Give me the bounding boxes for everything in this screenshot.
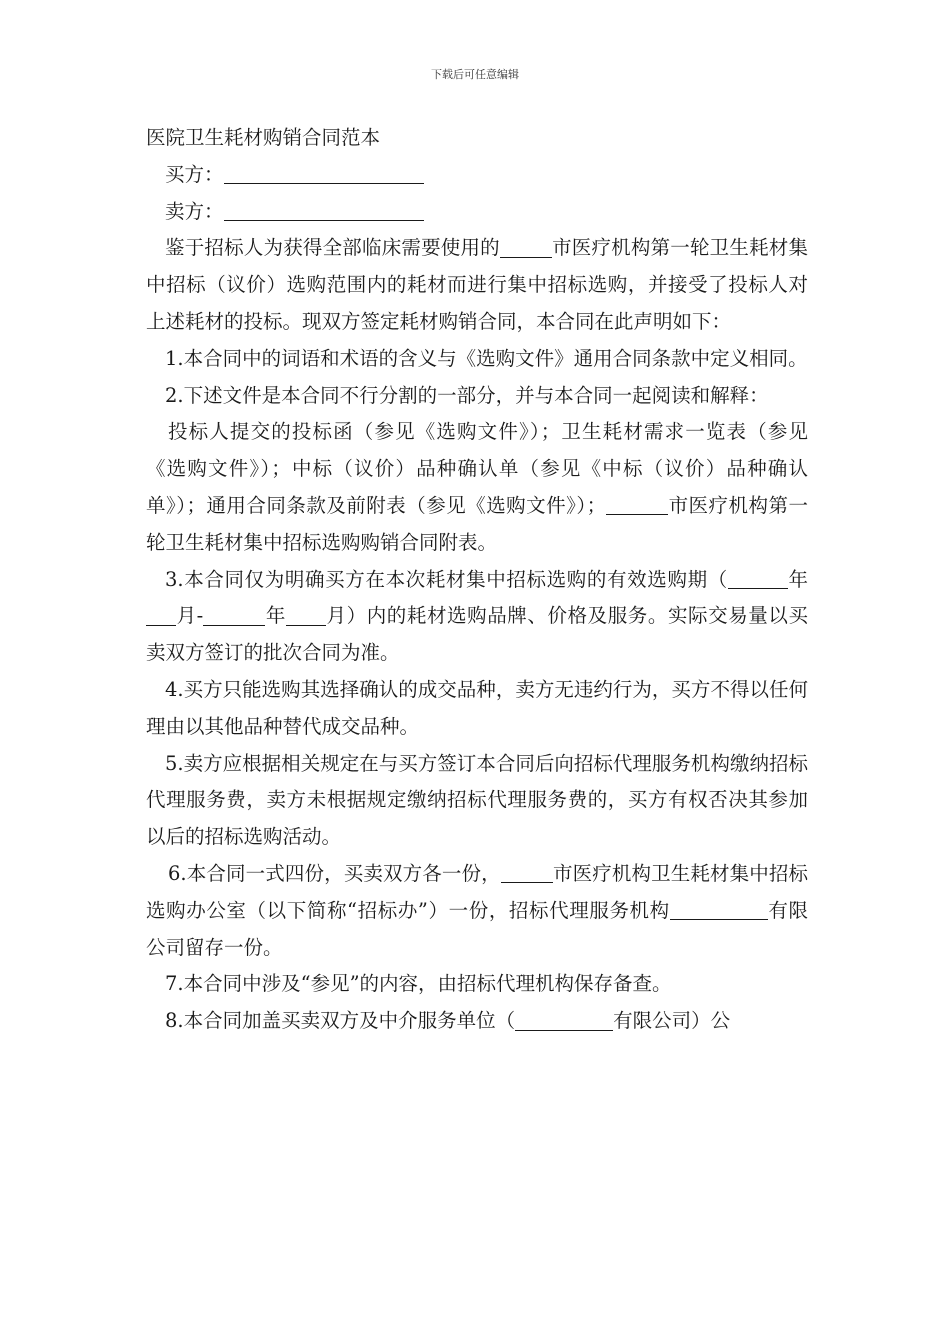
clause-6-text-c: 有限公司留存一份。 [146, 898, 808, 959]
start-month-blank [146, 605, 176, 626]
city-blank [500, 237, 552, 258]
document-list-text-b: 市医疗机构第一轮卫生耗材集中招标选购购销合同附表。 [146, 493, 808, 554]
document-list [146, 414, 808, 561]
clause-8-text-b: 有限公司）公 [613, 1009, 731, 1033]
clause-8-text-a: 8.本合同加盖买卖双方及中介服务单位（ [165, 1009, 516, 1033]
document-list-text-a: 投标人提交的投标函（参见《选购文件》）；卫生耗材需求一览表（参见《选购文件》）；中标（议价）品种确认单（参见《中标（议价）品种确认单》）；通用合同条款及前附表（参见《选购文件》）； [146, 420, 808, 517]
city-blank-2 [606, 495, 668, 516]
intro-paragraph [146, 230, 808, 340]
buyer-line [146, 157, 808, 194]
clause-6 [146, 856, 808, 966]
city-blank-3 [501, 863, 553, 884]
clause-3-text-b: 月）内的耗材选购品牌、价格及服务。实际交易量以买卖双方签订的批次合同为准。 [146, 604, 808, 665]
clause-3 [146, 562, 808, 672]
agency-blank [670, 900, 768, 921]
document-title: 医院卫生耗材购销合同范本 [146, 126, 381, 149]
contract-document [146, 120, 808, 1040]
year-label-2: 年 [265, 604, 286, 628]
seller-blank [224, 201, 424, 222]
buyer-label: 买方： [165, 162, 224, 186]
intro-text-b: 市医疗机构第一轮卫生耗材集中招标（议价）选购范围内的耗材而进行集中招标选购，并接受了投标人对上述耗材的投标。现双方签定耗材购销合同，本合同在此声明如下： [146, 236, 808, 333]
intro-text-a: 鉴于招标人为获得全部临床需要使用的 [165, 236, 500, 260]
clause-2: 2.下述文件是本合同不行分割的一部分，并与本合同一起阅读和解释： [165, 383, 769, 407]
page-header-note: 下载后可任意编辑 [431, 68, 519, 81]
clause-6-text-b: 市医疗机构卫生耗材集中招标选购办公室（以下简称“招标办”）一份，招标代理服务机构 [146, 861, 808, 922]
seller-line [146, 194, 808, 231]
clause-1: 1.本合同中的词语和术语的含义与《选购文件》通用合同条款中定义相同。 [165, 346, 808, 370]
clause-6-text-a: 6.本合同一式四份，买卖双方各一份， [168, 861, 501, 885]
seller-label: 卖方： [165, 199, 224, 223]
end-year-blank [203, 605, 265, 626]
clause-7: 7.本合同中涉及“参见”的内容，由招标代理机构保存备查。 [165, 972, 672, 996]
clause-5: 5.卖方应根据相关规定在与买方签订本合同后向招标代理服务机构缴纳招标代理服务费，卖方未根据规定缴纳招标代理服务费的，买方有权否决其参加以后的招标选购活动。 [146, 751, 808, 849]
buyer-blank [224, 164, 424, 185]
company-blank [515, 1010, 613, 1031]
start-year-blank [728, 569, 788, 590]
end-month-blank [286, 605, 326, 626]
clause-3-text-a: 3.本合同仅为明确买方在本次耗材集中招标选购的有效选购期（ [165, 567, 728, 591]
month-dash-label: 月- [176, 604, 204, 628]
year-label: 年 [787, 567, 808, 591]
clause-4: 4.买方只能选购其选择确认的成交品种，卖方无违约行为，买方不得以任何理由以其他品种替代成交品种。 [146, 677, 808, 738]
clause-8 [146, 1003, 808, 1040]
